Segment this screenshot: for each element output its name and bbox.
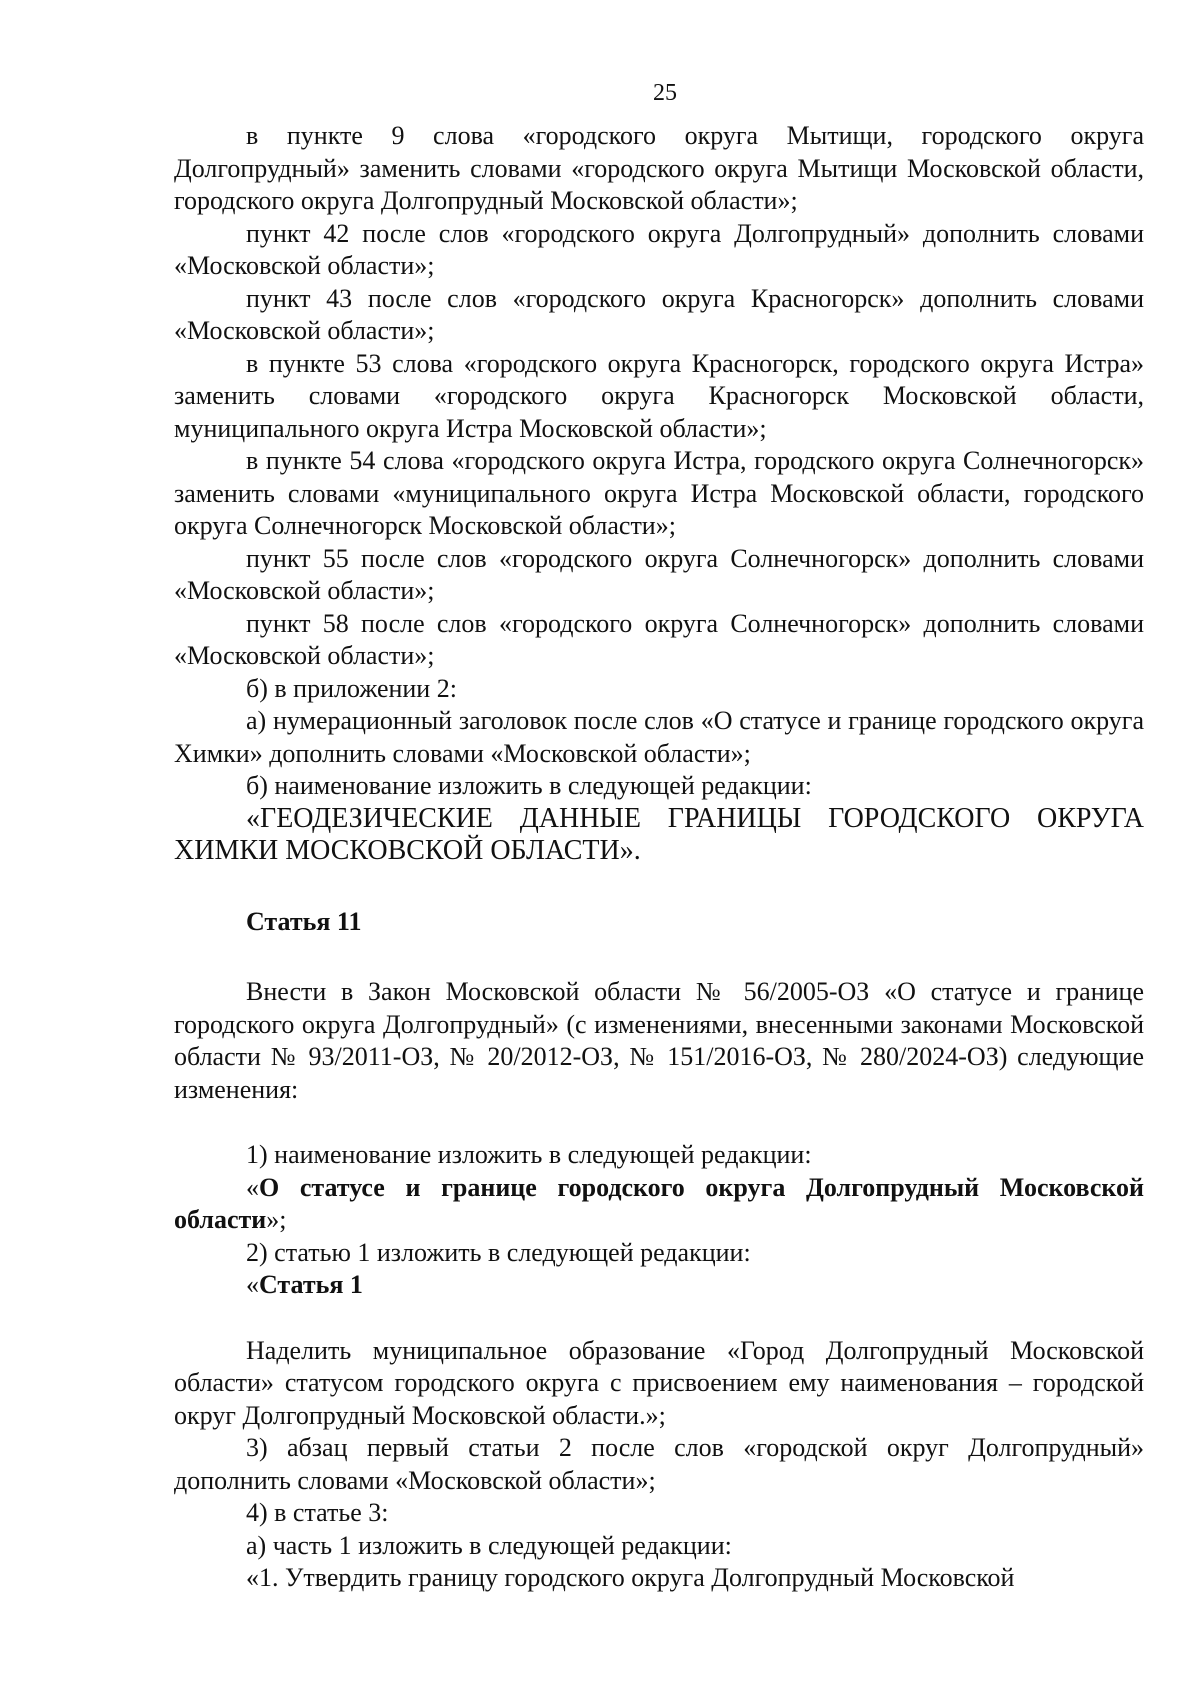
spacer — [174, 868, 1144, 906]
paragraph-item-53: в пункте 53 слова «городского округа Красногорск, городского округа Истра» заменить словами «городского округа Красногорск Московской области, муниципального округа Истра Московской области»; — [174, 348, 1144, 443]
paragraph-item-55: пункт 55 после слов «городского округа Солнечногорск» дополнить словами «Московской области»; — [174, 543, 1144, 605]
item-4a: а) часть 1 изложить в следующей редакции: — [246, 1530, 732, 1560]
paragraph-item-54: в пункте 54 слова «городского округа Истра, городского округа Солнечногорск» заменить словами «муниципального округа Истра Московской области, городского округа Солнечногорск Московской области»; — [174, 446, 1144, 540]
intro-paragraph: Внести в Закон Московской области № 56/2005-ОЗ «О статусе и границе городского округа Долгопрудный» (с изменениями, внесенными законами Московской области № 93/2011-ОЗ, № 20/2012-ОЗ, № 151/2016-ОЗ, № 280/2024-ОЗ) следующие изменения: — [174, 977, 1144, 1104]
page-number: 25 — [653, 80, 677, 106]
article-heading: Статья 11 — [246, 906, 362, 936]
item-3: 3) абзац первый статьи 2 после слов «городской округ Долгопрудный» дополнить словами «Московской области»; — [174, 1433, 1144, 1495]
item-2: 2) статью 1 изложить в следующей редакции: — [246, 1237, 751, 1267]
quote-close: »; — [266, 1205, 287, 1234]
paragraph-numbering-heading: а) нумерационный заголовок после слов «О статусе и границе городского округа Химки» дополнить словами «Московской области»; — [174, 706, 1144, 768]
paragraph-geodetic-title: «ГЕОДЕЗИЧЕСКИЕ ДАННЫЕ ГРАНИЦЫ ГОРОДСКОГО ОКРУГА ХИМКИ МОСКОВСКОЙ ОБЛАСТИ». — [174, 802, 1144, 866]
paragraph-item-43: пункт 43 после слов «городского округа Красногорск» дополнить словами «Московской области»; — [174, 283, 1144, 345]
paragraph-appendix-2: б) в приложении 2: — [246, 673, 457, 703]
item-1: 1) наименование изложить в следующей редакции: — [246, 1140, 812, 1169]
quote-open: « — [246, 1172, 259, 1202]
spacer — [174, 1106, 1144, 1139]
item-4a-text: «1. Утвердить границу городского округа Долгопрудный Московской — [246, 1563, 1015, 1592]
paragraph-item-58: пункт 58 после слов «городского округа Солнечногорск» дополнить словами «Московской области»; — [174, 608, 1144, 670]
document-body — [174, 120, 1144, 1595]
paragraph-item-9: в пункте 9 слова «городского округа Мытищи, городского округа Долгопрудный» заменить словами «городского округа Мытищи Московской области, городского округа Долгопрудный Московской области»; — [174, 121, 1144, 215]
quoted-article-body: Наделить муниципальное образование «Город Долгопрудный Московской области» статусом городского округа с присвоением ему наименования – городской округ Долгопрудный Московской области.»; — [174, 1335, 1144, 1430]
quote-open: « — [246, 1270, 259, 1299]
paragraph-name-edit: б) наименование изложить в следующей редакции: — [246, 771, 812, 800]
new-title-bold: О статусе и границе городского округа Долгопрудный Московской области — [174, 1172, 1144, 1234]
quoted-article-heading-line — [174, 1269, 1144, 1302]
item-4: 4) в статье 3: — [246, 1498, 389, 1527]
quoted-article-heading: Статья 1 — [259, 1270, 363, 1299]
spacer — [174, 938, 1144, 976]
spacer — [174, 1302, 1144, 1335]
new-title-paragraph — [174, 1172, 1144, 1237]
paragraph-item-42: пункт 42 после слов «городского округа Долгопрудный» дополнить словами «Московской области»; — [174, 218, 1144, 280]
